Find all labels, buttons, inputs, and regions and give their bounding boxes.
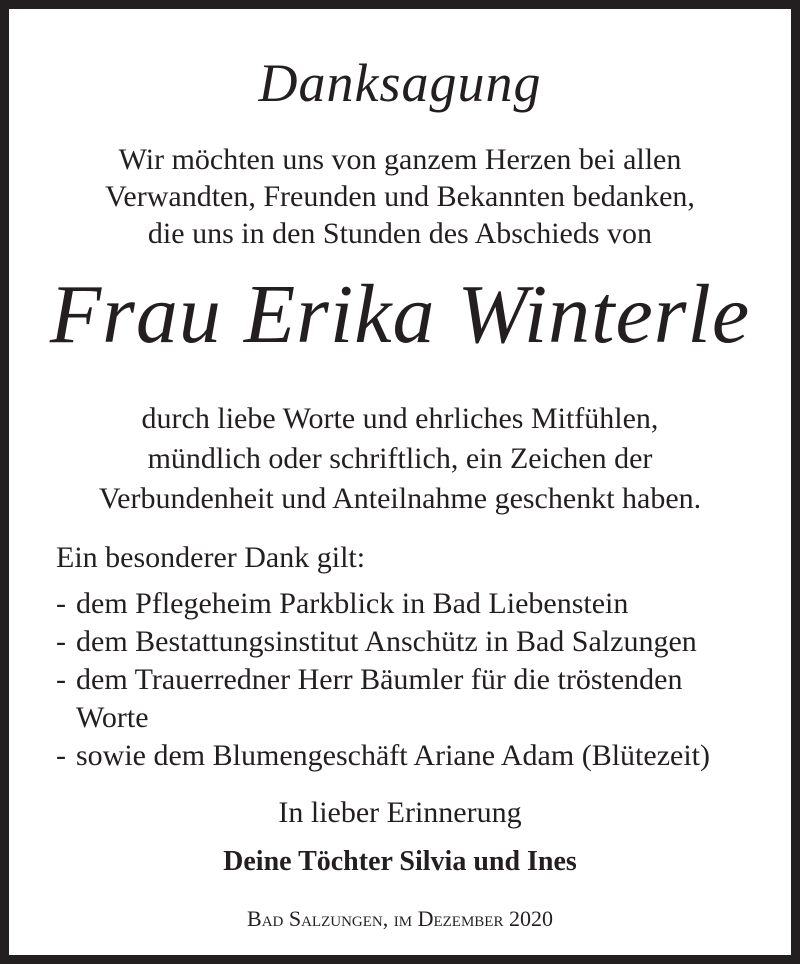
thanks-item-text: sowie dem Blumengeschäft Ariane Adam (Blütezeit) <box>76 739 710 772</box>
thanks-item <box>56 737 710 775</box>
signers: Deine Töchter Silvia und Ines <box>223 846 577 877</box>
middle-line: mündlich oder schriftlich, ein Zeichen der <box>147 442 653 475</box>
dash-bullet: - <box>56 587 66 620</box>
thanks-item <box>56 661 710 737</box>
intro-line: Verwandten, Freunden und Bekannten bedanken, <box>105 180 695 213</box>
notice-heading: Danksagung <box>258 53 542 113</box>
thanks-item-text: dem Trauerredner Herr Bäumler für die tröstenden <box>76 663 683 696</box>
special-thanks-list <box>56 585 710 775</box>
intro-line: die uns in den Stunden des Abschieds von <box>147 217 653 250</box>
thanks-item-text-continued: Worte <box>76 701 149 734</box>
dash-bullet: - <box>56 739 66 772</box>
thanks-item-text: dem Pflegeheim Parkblick in Bad Liebenstein <box>76 587 629 620</box>
deceased-name: Frau Erika Winterle <box>49 268 751 361</box>
middle-text <box>9 399 791 519</box>
place-and-date: Bad Salzungen, im Dezember 2020 <box>247 906 553 931</box>
thanks-item-text: dem Bestattungsinstitut Anschütz in Bad Salzungen <box>76 625 697 658</box>
intro-text <box>9 141 791 252</box>
dash-bullet: - <box>56 663 66 696</box>
middle-line: durch liebe Worte und ehrliches Mitfühlen, <box>141 402 659 435</box>
closing-line: In lieber Erinnerung <box>278 796 522 829</box>
dash-bullet: - <box>56 625 66 658</box>
thanks-item <box>56 623 710 661</box>
intro-line: Wir möchten uns von ganzem Herzen bei allen <box>118 143 682 176</box>
middle-line: Verbundenheit und Anteilnahme geschenkt haben. <box>98 482 702 515</box>
thanks-item <box>56 585 710 623</box>
special-thanks-title: Ein besonderer Dank gilt: <box>56 541 366 574</box>
